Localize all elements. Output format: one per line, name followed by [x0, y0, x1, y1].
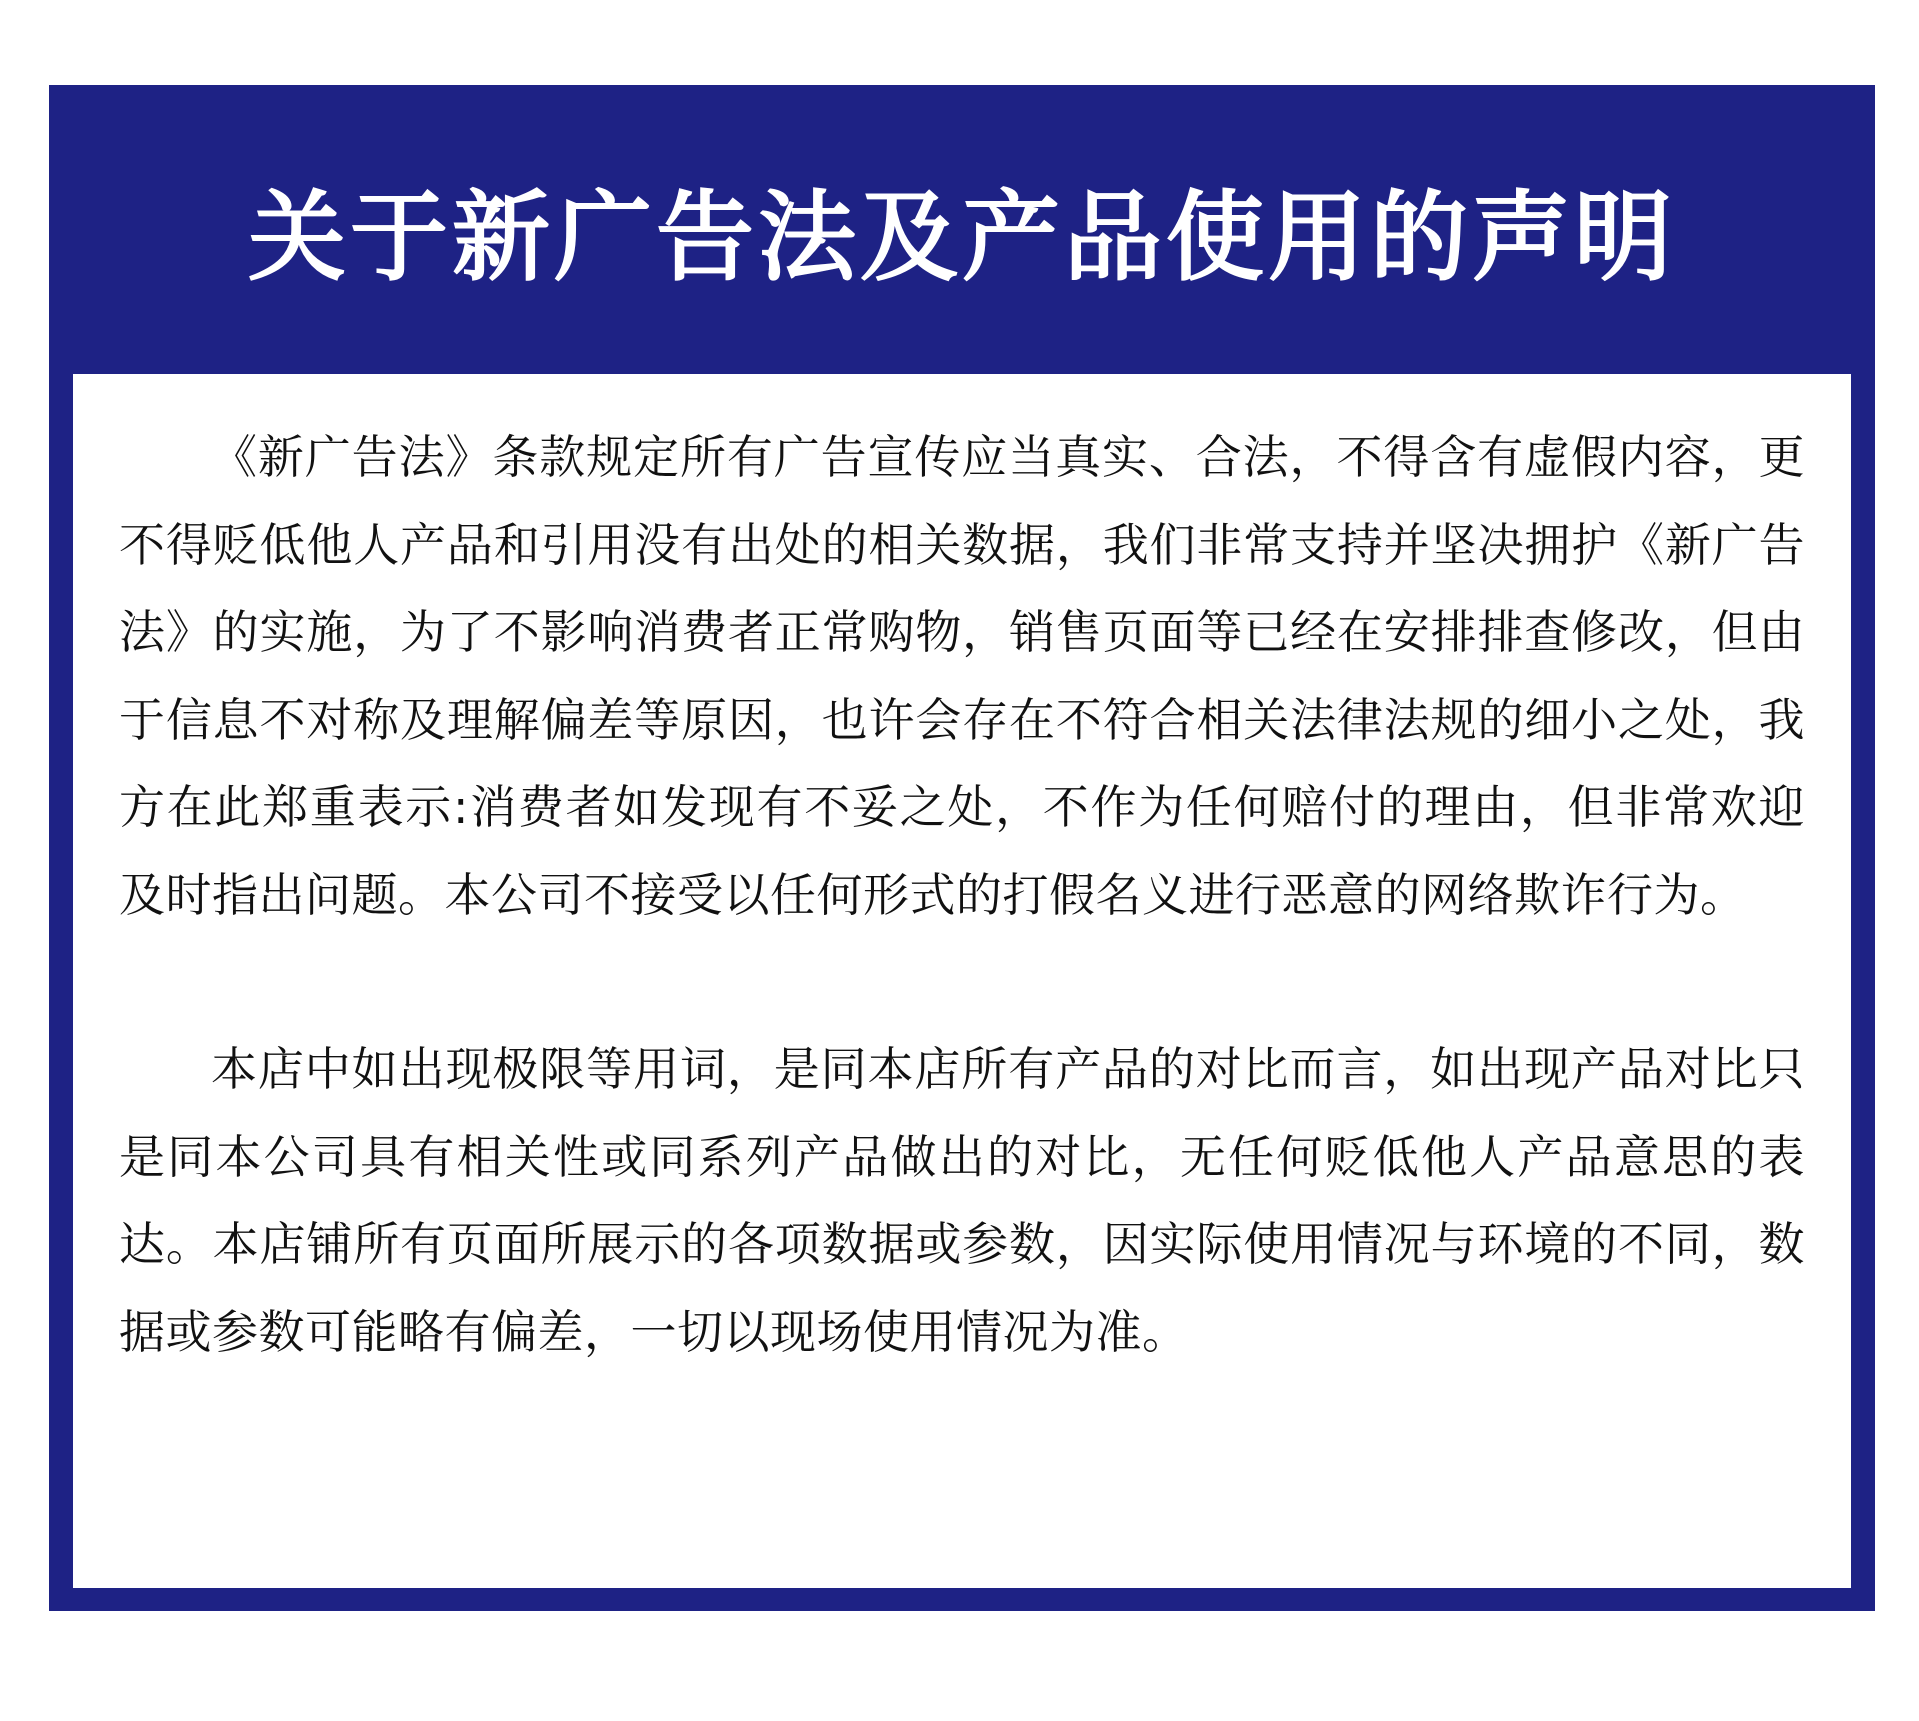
page-title: 关于新广告法及产品使用的声明	[247, 180, 1676, 295]
paragraph-advertising-law: 《新广告法》条款规定所有广告宣传应当真实、合法，不得含有虚假内容，更不得贬低他人产品和引用没有出处的相关数据，我们非常支持并坚决拥护《新广告法》的实施，为了不影响消费者正常购物，销售页面等已经在安排排查修改，但由于信息不对称及理解偏差等原因，也许会存在不符合相关法律法规的细小之处，我方在此郑重表示:消费者如发现有不妥之处，不作为任何赔付的理由，但非常欢迎及时指出问题。本公司不接受以任何形式的打假名义进行恶意的网络欺诈行为。	[119, 430, 1805, 922]
notice-body	[73, 374, 1851, 1588]
paragraph-product-comparison: 本店中如出现极限等用词，是同本店所有产品的对比而言，如出现产品对比只是同本公司具有相关性或同系列产品做出的对比，无任何贬低他人产品意思的表达。本店铺所有页面所展示的各项数据或参数，因实际使用情况与环境的不同，数据或参数可能略有偏差，一切以现场使用情况为准。	[119, 1042, 1805, 1359]
notice-frame	[49, 85, 1875, 1611]
